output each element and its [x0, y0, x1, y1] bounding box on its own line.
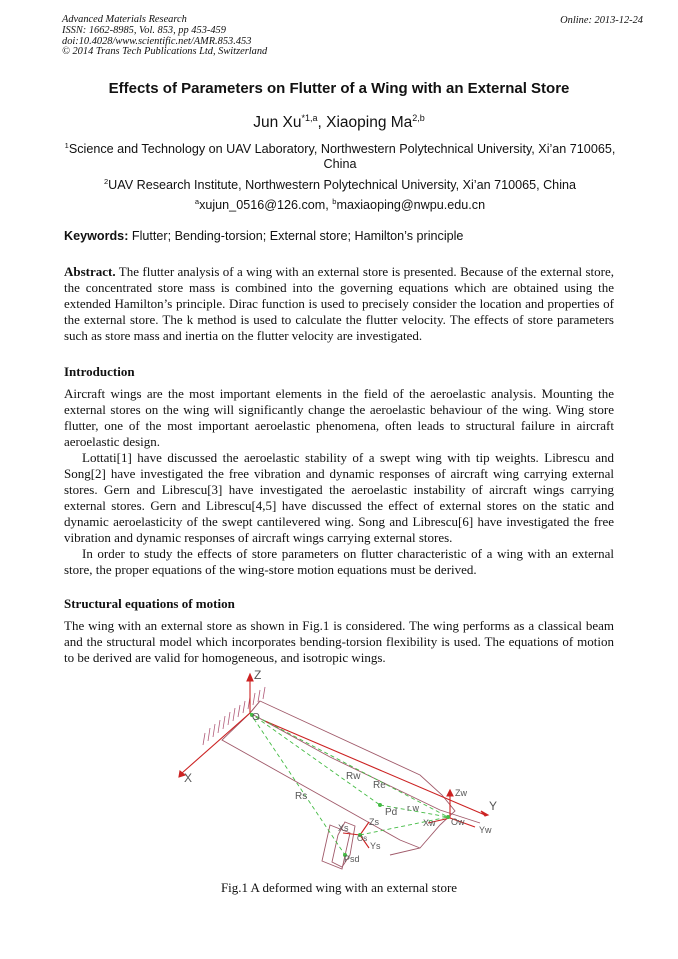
introduction-heading: Introduction — [64, 364, 135, 379]
structural-heading: Structural equations of motion — [64, 596, 235, 611]
keywords-text: Flutter; Bending-torsion; External store; Hamilton’s principle — [128, 229, 464, 243]
affiliation-2 — [62, 174, 618, 193]
structural-body — [64, 618, 614, 666]
author-2-affiliation: 2,b — [412, 113, 425, 123]
label-ow: Ow — [451, 817, 465, 827]
label-zw: Zw — [455, 788, 467, 798]
author-2: Xiaoping Ma — [326, 114, 413, 132]
introduction-body — [64, 386, 614, 578]
affiliation-2-text: UAV Research Institute, Northwestern Polytechnical University, Xi’an 710065, China — [108, 178, 576, 193]
label-x: X — [184, 771, 193, 785]
diagram-labels — [184, 668, 497, 864]
intro-paragraph-3: In order to study the effects of store parameters on flutter characteristic of a wing with an external store, the proper equations of the wing-store motion equations must be derived. — [64, 546, 614, 577]
affiliation-1-text: Science and Technology on UAV Laboratory, Northwestern Polytechnical University, Xi’an 710065, China — [68, 142, 616, 172]
label-re: Re — [373, 780, 386, 791]
online-date: Online: 2013-12-24 — [560, 15, 643, 26]
email-b[interactable]: maxiaoping@nwpu.edu.cn — [336, 198, 486, 213]
structural-paragraph-1: The wing with an external store as shown in Fig.1 is considered. The wing performs as a classical beam and the structural model which incorporates bending-torsion flexibility is used. The equations of motion to be derived are valid for homogeneous, and isotropic wings. — [64, 618, 614, 665]
issn-line: ISSN: 1662-8985, Vol. 853, pp 453-459 — [62, 24, 226, 36]
wing-store-diagram-svg — [170, 665, 510, 875]
keywords-label: Keywords: — [64, 229, 129, 243]
label-y: Y — [489, 799, 498, 813]
label-origin: O — [252, 712, 260, 723]
journal-header — [62, 15, 267, 58]
label-psd: Psd — [344, 854, 360, 864]
wing-diagram — [170, 665, 510, 875]
author-separator: , — [317, 114, 327, 132]
affiliation-1 — [62, 138, 618, 172]
author-1: Jun Xu — [253, 114, 302, 132]
copyright-line: © 2014 Trans Tech Publications Ltd, Switzerland — [62, 46, 268, 58]
label-pd: Pd — [385, 807, 398, 818]
label-xw: Xw — [423, 818, 436, 828]
email-a-marker: a — [194, 197, 200, 206]
abstract-text: The flutter analysis of a wing with an external store is presented. Because of the external store, the concentrated store mass is combined into the governing equations which are obtained using the extended Hamilton’s principle. Dirac function is used to precisely consider the location and properties of the external store. The k method is used to calculate the flutter velocity. The effects of store parameters such as store mass and inertia on the flutter velocity are investigated. — [64, 264, 614, 343]
global-axes — [179, 674, 488, 848]
label-rw: Rw — [346, 771, 361, 782]
label-z: Z — [254, 668, 262, 682]
label-ys: Ys — [370, 841, 381, 851]
label-rs: Rs — [295, 791, 308, 802]
figure-caption: Fig.1 A deformed wing with an external store — [220, 880, 458, 895]
author-list — [0, 113, 678, 132]
label-os: Os — [357, 834, 368, 843]
intro-paragraph-1: Aircraft wings are the most important elements in the field of the aeroelastic analysis. Mounting the external stores on the wing will significantly change the aeroelastic behaviour of the wing. Wing store flutter, one of the most important aeroelastic phenomena, often leads to structural failure in aircraft aeroelastic design. — [64, 386, 614, 449]
author-1-affiliation: *1,a — [301, 113, 318, 123]
author-emails — [62, 194, 618, 213]
paper-title: Effects of Parameters on Flutter of a Wing with an External Store — [108, 80, 570, 97]
keywords — [64, 229, 463, 243]
label-zs: Zs — [369, 817, 379, 827]
label-rw-small: r w — [407, 803, 419, 813]
doi-line: doi:10.4028/www.scientific.net/AMR.853.453 — [62, 35, 252, 47]
journal-name: Advanced Materials Research — [62, 14, 187, 25]
affiliation-1-marker: 1 — [64, 141, 69, 150]
label-yw: Yw — [479, 825, 492, 835]
label-xs: Xs — [338, 823, 349, 833]
email-b-marker: b — [332, 197, 337, 206]
wing-outline — [222, 701, 480, 869]
abstract — [64, 264, 614, 344]
affiliation-2-marker: 2 — [104, 177, 109, 186]
abstract-label: Abstract. — [64, 264, 116, 279]
email-a[interactable]: xujun_0516@126.com, — [199, 198, 333, 213]
intro-paragraph-2: Lottati[1] have discussed the aeroelastic stability of a swept wing with tip weights. Librescu and Song[2] have investigated the free vibration and dynamic responses of aircraft wing carrying external stores. Gern and Librescu[3] have investigated the aeroelastic instability of aircraft wings carrying external stores. Gern and Librescu[4,5] have discussed the effect of external stores on the static and dynamic aeroelasticity of the swept cantilevered wing. Song and Librescu[6] have investigated the free vibration and dynamic responses of aircraft wings carrying external stores. — [64, 450, 614, 545]
